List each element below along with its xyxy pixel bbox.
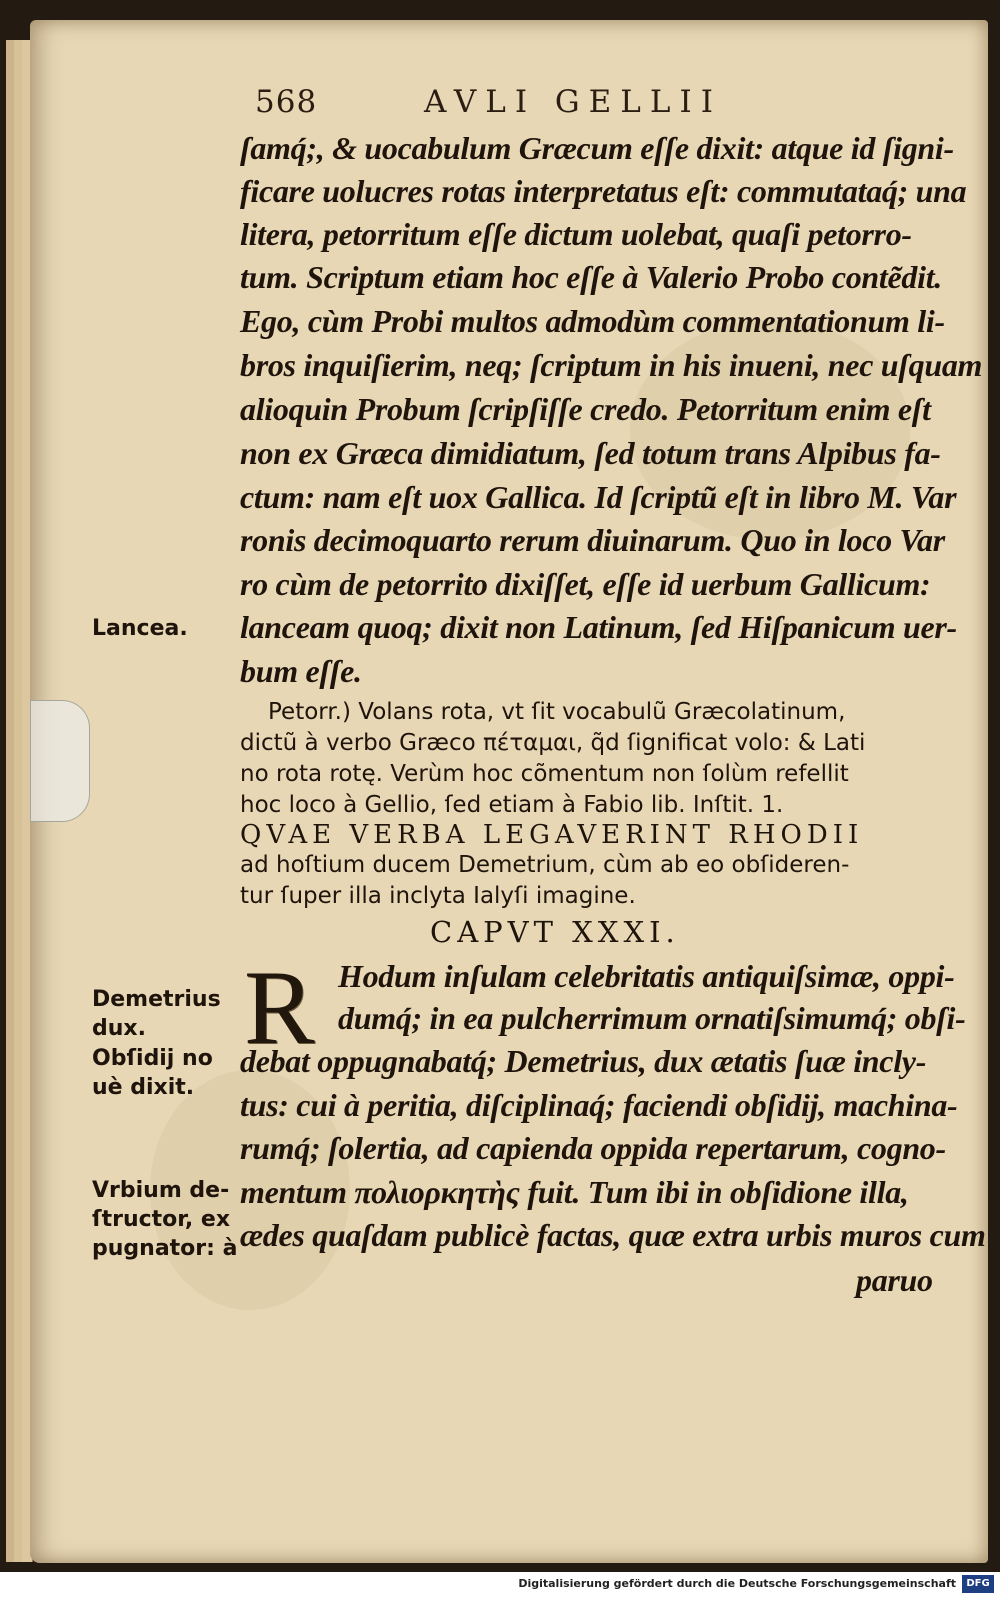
margin-note-obsidio — [92, 1044, 213, 1102]
margin-note-line: dux. — [92, 1016, 146, 1041]
text-line: ctum: nam eſt uox Gallica. Id ſcriptũ eſt in libro M. Var — [240, 479, 957, 515]
text-line: lanceam quoq; dixit non Latinum, ſed Hiſpanicum uer- — [240, 609, 957, 645]
text-line: tum. Scriptum etiam hoc eſſe à Valerio Probo contẽdit. — [240, 259, 943, 295]
catchword: paruo — [856, 1262, 933, 1298]
margin-note-line: ſtructor, ex — [92, 1207, 231, 1232]
margin-note-lancea: Lancea. — [92, 616, 188, 641]
text-line: ficare uolucres rotas interpretatus eſt: commutataq́; una — [240, 173, 967, 209]
margin-note-line: Demetrius — [92, 987, 221, 1012]
chapter-title-line: ad hoſtium ducem Demetrium, cùm ab eo obſideren- — [240, 852, 850, 878]
commentary-line: no rota rotę. Verùm hoc cõmentum non ſolùm refellit — [240, 761, 849, 787]
chapter-line: debat oppugnabatq́; Demetrius, dux ætatis ſuæ incly- — [240, 1043, 927, 1079]
text-line: litera, petorritum eſſe dictum uolebat, quaſi petorro- — [240, 216, 912, 252]
chapter-line: tus: cui à peritia, diſciplinaq́; faciendi obſidij, machina- — [240, 1087, 958, 1123]
chapter-line: mentum πολιορκητὴς fuit. Tum ibi in obſidione illa, — [240, 1174, 909, 1210]
text-line: Ego, cùm Probi multos admodùm commentationum li- — [240, 303, 945, 339]
margin-note-line: Obſidĳ no — [92, 1046, 213, 1071]
text-line: non ex Græca dimidiatum, ſed totum trans Alpibus fa- — [240, 435, 941, 471]
margin-note-line: Vrbium de- — [92, 1178, 230, 1203]
text-line: bum eſſe. — [240, 653, 362, 689]
page-number: 568 — [255, 84, 318, 120]
commentary-line: hoc loco à Gellio, ſed etiam à Fabio lib. Inſtit. 1. — [240, 792, 784, 818]
running-title: AVLI GELLII — [424, 84, 722, 120]
text-line: alioquin Probum ſcripſiſſe credo. Petorritum enim eſt — [240, 391, 931, 427]
margin-note-line: uè dixit. — [92, 1075, 195, 1100]
footer-bar — [0, 1572, 1000, 1598]
commentary-line: dictũ à verbo Græco πέταμαι, q̃d ſignificat volo: & Lati — [240, 730, 866, 756]
binder-clip — [30, 700, 90, 822]
drop-cap: R — [244, 949, 315, 1066]
text-line: ſamq́;, & uocabulum Græcum eſſe dixit: atque id ſigni- — [240, 130, 954, 166]
chapter-line: dumq́; in ea pulcherrimum ornatiſsimumq́; obſi- — [338, 1000, 966, 1036]
margin-note-urbium — [92, 1176, 237, 1263]
dfg-logo: DFG — [962, 1575, 994, 1593]
chapter-line: rumq́; ſolertia, ad capienda oppida repertarum, cogno- — [240, 1130, 946, 1166]
margin-note-line: pugnator: à — [92, 1236, 238, 1261]
chapter-title-line: QVAE VERBA LEGAVERINT RHODII — [240, 820, 864, 850]
text-line: ro cùm de petorrito dixiſſet, eſſe id uerbum Gallicum: — [240, 566, 931, 602]
chapter-title-line: tur ſuper illa inclyta Ialyſi imagine. — [240, 883, 636, 909]
funding-credit: Digitalisierung gefördert durch die Deutsche Forschungsgemeinschaft — [518, 1577, 956, 1590]
text-line: ronis decimoquarto rerum diuinarum. Quo in loco Var — [240, 522, 945, 558]
margin-note-demetrius — [92, 985, 221, 1043]
chapter-line: ædes quaſdam publicè factas, quæ extra urbis muros cum — [240, 1217, 986, 1253]
chapter-heading: CAPVT XXXI. — [430, 915, 680, 949]
text-line: bros inquiſierim, neq; ſcriptum in his inueni, nec uſquam — [240, 347, 983, 383]
commentary-line: Petorr.) Volans rota, vt ſit vocabulũ Græcolatinum, — [268, 699, 846, 725]
chapter-line: Hodum inſulam celebritatis antiquiſsimæ, oppi- — [338, 958, 955, 994]
